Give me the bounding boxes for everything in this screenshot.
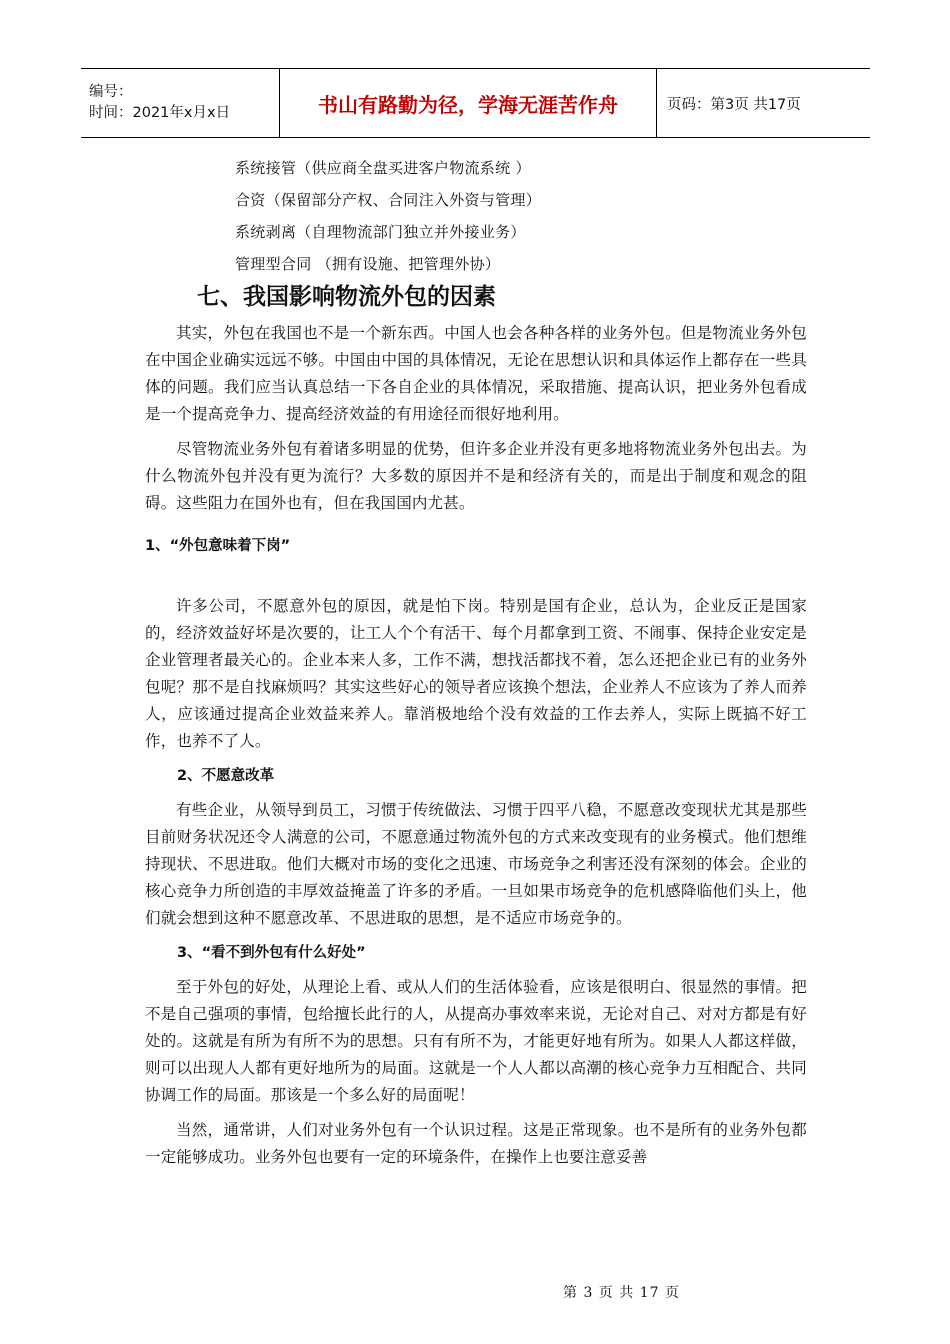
list-item: 合资（保留部分产权、合同注入外资与管理） [235,191,542,209]
page-footer: 第 3 页 共 17 页 [563,1285,680,1301]
header-motto [280,69,657,137]
motto-text: 书山有路勤为径，学海无涯苦作舟 [318,92,618,117]
paragraph: 许多公司，不愿意外包的原因，就是怕下岗。特别是国有企业，总认为，企业反正是国家的，经济效益好坏是次要的，让工人个个有活干、每个月都拿到工资、不闹事、保持企业安定是企业管理者最关心的。企业本来人多，工作不满，想找活都找不着，怎么还把企业已有的业务外包呢？那不是自找麻烦吗？其实这些好心的领导者应该换个想法，企业养人不应该为了养人而养人，应该通过提高企业效益来养人。靠消极地给个没有效益的工作去养人，实际上既搞不好工作，也养不了人。 [145,597,807,750]
paragraph: 有些企业，从领导到员工，习惯于传统做法、习惯于四平八稳，不愿意改变现状尤其是那些目前财务状况还令人满意的公司，不愿意通过物流外包的方式来改变现有的业务模式。他们想维持现状、不思进取。他们大概对市场的变化之迅速、市场竞争之利害还没有深刻的体会。企业的核心竞争力所创造的丰厚效益掩盖了许多的矛盾。一旦如果市场竞争的危机感降临他们头上，他们就会想到这种不愿意改革、不思进取的思想，是不适应市场竞争的。 [145,801,807,927]
document-header [81,68,870,138]
paragraph: 尽管物流业务外包有着诸多明显的优势，但许多企业并没有更多地将物流业务外包出去。为什么物流外包并没有更为流行？大多数的原因并不是和经济有关的，而是出于制度和观念的阻碍。这些阻力在国外也有，但在我国国内尤甚。 [145,440,807,512]
time-label: 时间：2021年x月x日 [89,105,231,121]
subsection-title: 3、“看不到外包有什么好处” [177,945,366,961]
paragraph: 至于外包的好处，从理论上看、或从人们的生活体验看，应该是很明白、很显然的事情。把不是自己强项的事情，包给擅长此行的人，从提高办事效率来说，无论对自己、对对方都是有好处的。这就是有所为有所不为的思想。只有有所不为，才能更好地有所为。如果人人都这样做，则可以出现人人都有更好地所为的局面。这就是一个人人都以高潮的核心竞争力互相配合、共同协调工作的局面。那该是一个多么好的局面呢！ [145,978,807,1104]
document-body [145,152,807,1179]
header-meta [81,69,280,137]
paragraph: 其实，外包在我国也不是一个新东西。中国人也会各种各样的业务外包。但是物流业务外包在中国企业确实远远不够。中国由中国的具体情况，无论在思想认识和具体运作上都存在一些具体的问题。我们应当认真总结一下各自企业的具体情况，采取措施、提高认识，把业务外包看成是一个提高竞争力、提高经济效益的有用途径而很好地利用。 [145,324,807,423]
outsourcing-type-list [145,152,807,280]
list-item: 系统剥离（自理物流部门独立并外接业务） [235,223,526,241]
subsection-title: 2、不愿意改革 [177,768,275,784]
header-page-info [657,69,870,137]
subsection-title: 1、“外包意味着下岗” [145,538,291,554]
list-item: 管理型合同 （拥有设施、把管理外协） [235,255,501,273]
paragraph: 当然，通常讲，人们对业务外包有一个认识过程。这是正常现象。也不是所有的业务外包都一定能够成功。业务外包也要有一定的环境条件，在操作上也要注意妥善 [145,1121,807,1166]
section-title: 七、我国影响物流外包的因素 [197,284,496,310]
page-info-text: 页码：第3页 共17页 [667,96,801,113]
number-label: 编号： [89,84,133,100]
list-item: 系统接管（供应商全盘买进客户物流系统 ） [235,159,531,177]
